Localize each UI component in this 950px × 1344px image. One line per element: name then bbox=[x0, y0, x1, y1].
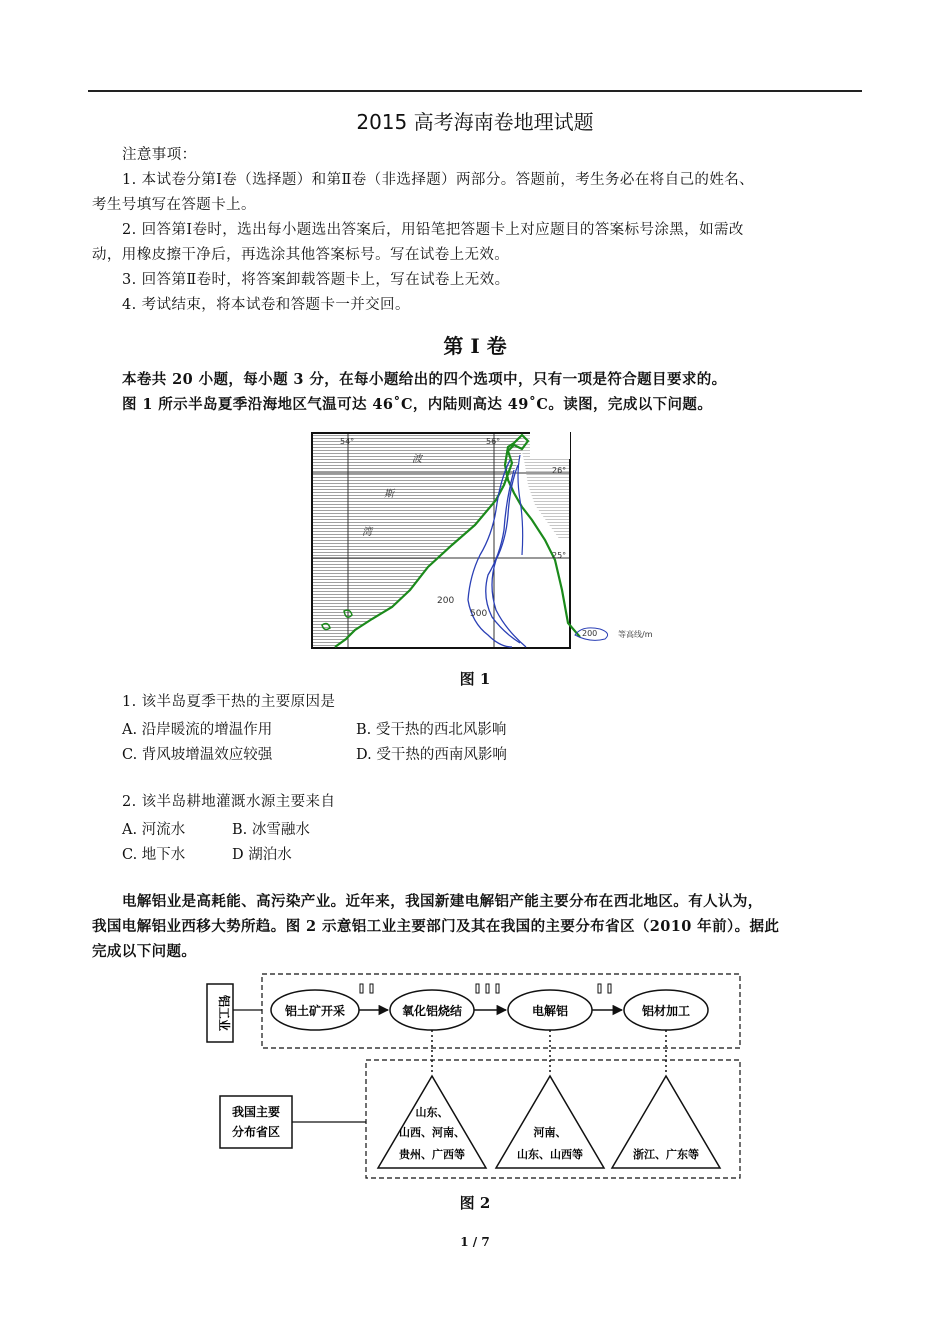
sea-label-3: 湾 bbox=[362, 527, 372, 538]
lat-label-25: 25° bbox=[552, 551, 567, 560]
figure1-intro: 图 1 所示半岛夏季沿海地区气温可达 46˚C，内陆则高达 49˚C。读图，完成以下问题。 bbox=[122, 396, 713, 413]
contour-label-500: 500 bbox=[470, 609, 488, 619]
q2-option-b: B. 冰雪融水 bbox=[232, 822, 310, 838]
figure1-caption: 图 1 bbox=[459, 670, 491, 688]
dept2-label: 氧化铝烧结 bbox=[401, 1004, 463, 1018]
q1-stem: 1. 该半岛夏季干热的主要原因是 bbox=[122, 694, 336, 710]
notice-item-4: 4. 考试结束，将本试卷和答题卡一并交回。 bbox=[122, 297, 410, 313]
q2-option-a: A. 河流水 bbox=[122, 822, 186, 838]
sea-label-1: 波 bbox=[412, 454, 422, 465]
region-label-line1: 我国主要 bbox=[231, 1105, 281, 1119]
q1-option-a: A. 沿岸暖流的增温作用 bbox=[122, 722, 273, 738]
page-number: 1 / 7 bbox=[460, 1235, 490, 1249]
section-intro: 本卷共 20 小题，每小题 3 分，在每小题给出的四个选项中，只有一项是符合题目要求的。 bbox=[122, 371, 727, 388]
region-label-line2: 分布省区 bbox=[231, 1125, 281, 1139]
page-title: 2015 高考海南卷地理试题 bbox=[356, 110, 594, 134]
figure2-caption: 图 2 bbox=[459, 1194, 491, 1212]
lon-label-54: 54° bbox=[340, 437, 355, 446]
legend-label: 等高线/m bbox=[618, 630, 653, 639]
lat-label-26: 26° bbox=[552, 466, 567, 475]
notice-item-2b: 动，用橡皮擦干净后，再选涂其他答案标号。写在试卷上无效。 bbox=[92, 247, 510, 263]
tri1-line1: 山东、 bbox=[415, 1106, 449, 1119]
q1-option-b: B. 受干热的西北风影响 bbox=[356, 722, 507, 738]
tri2-line1: 河南、 bbox=[533, 1126, 567, 1139]
q1-option-d: D. 受干热的西南风影响 bbox=[356, 747, 507, 763]
lon-label-56: 56° bbox=[486, 437, 501, 446]
tri3-line1: 浙江、广东等 bbox=[633, 1148, 699, 1161]
notice-heading: 注意事项： bbox=[122, 147, 197, 163]
tri1-line3: 贵州、广西等 bbox=[399, 1148, 465, 1161]
q2-option-c: C. 地下水 bbox=[122, 847, 186, 863]
notice-item-3: 3. 回答第Ⅱ卷时，将答案卸载答题卡上，写在试卷上无效。 bbox=[122, 272, 510, 288]
legend-value: 200 bbox=[582, 629, 598, 638]
notice-item-2a: 2. 回答第Ⅰ卷时，选出每小题选出答案后，用铅笔把答题卡上对应题目的答案标号涂黑，如需改 bbox=[122, 222, 744, 238]
notice-item-1b: 考生号填写在答题卡上。 bbox=[92, 197, 256, 213]
figure1-map bbox=[300, 425, 680, 657]
para2-line2: 我国电解铝业西移大势所趋。图 2 示意铝工业主要部门及其在我国的主要分布省区（2010 年前）。据此 bbox=[92, 918, 780, 935]
q1-option-c: C. 背风坡增温效应较强 bbox=[122, 747, 273, 763]
dept3-label: 电解铝 bbox=[531, 1004, 569, 1018]
dept1-label: 铝土矿开采 bbox=[284, 1004, 346, 1018]
side-label: 铝工业 bbox=[217, 994, 231, 1032]
region-label-box bbox=[220, 1096, 292, 1148]
tri2-line2: 山东、山西等 bbox=[517, 1148, 583, 1161]
tri1-line2: 山西、河南、 bbox=[399, 1126, 465, 1139]
figure2-diagram bbox=[200, 968, 748, 1186]
sea-label-2: 斯 bbox=[384, 489, 394, 500]
header-rule bbox=[88, 90, 862, 92]
para2-line1: 电解铝业是高耗能、高污染产业。近年来，我国新建电解铝产能主要分布在西北地区。有人认为， bbox=[122, 893, 763, 910]
contour-label-200: 200 bbox=[437, 596, 455, 606]
q2-stem: 2. 该半岛耕地灌溉水源主要来自 bbox=[122, 794, 336, 810]
notice-item-1a: 1. 本试卷分第Ⅰ卷（选择题）和第Ⅱ卷（非选择题）两部分。答题前，考生务必在将自己的姓名、 bbox=[122, 172, 755, 188]
map-corner-blank bbox=[530, 429, 570, 459]
volume-title: 第 I 卷 bbox=[443, 334, 507, 358]
dept4-label: 铝材加工 bbox=[641, 1004, 691, 1018]
para2-line3: 完成以下问题。 bbox=[92, 943, 197, 960]
q2-option-d: D 湖泊水 bbox=[232, 847, 292, 863]
